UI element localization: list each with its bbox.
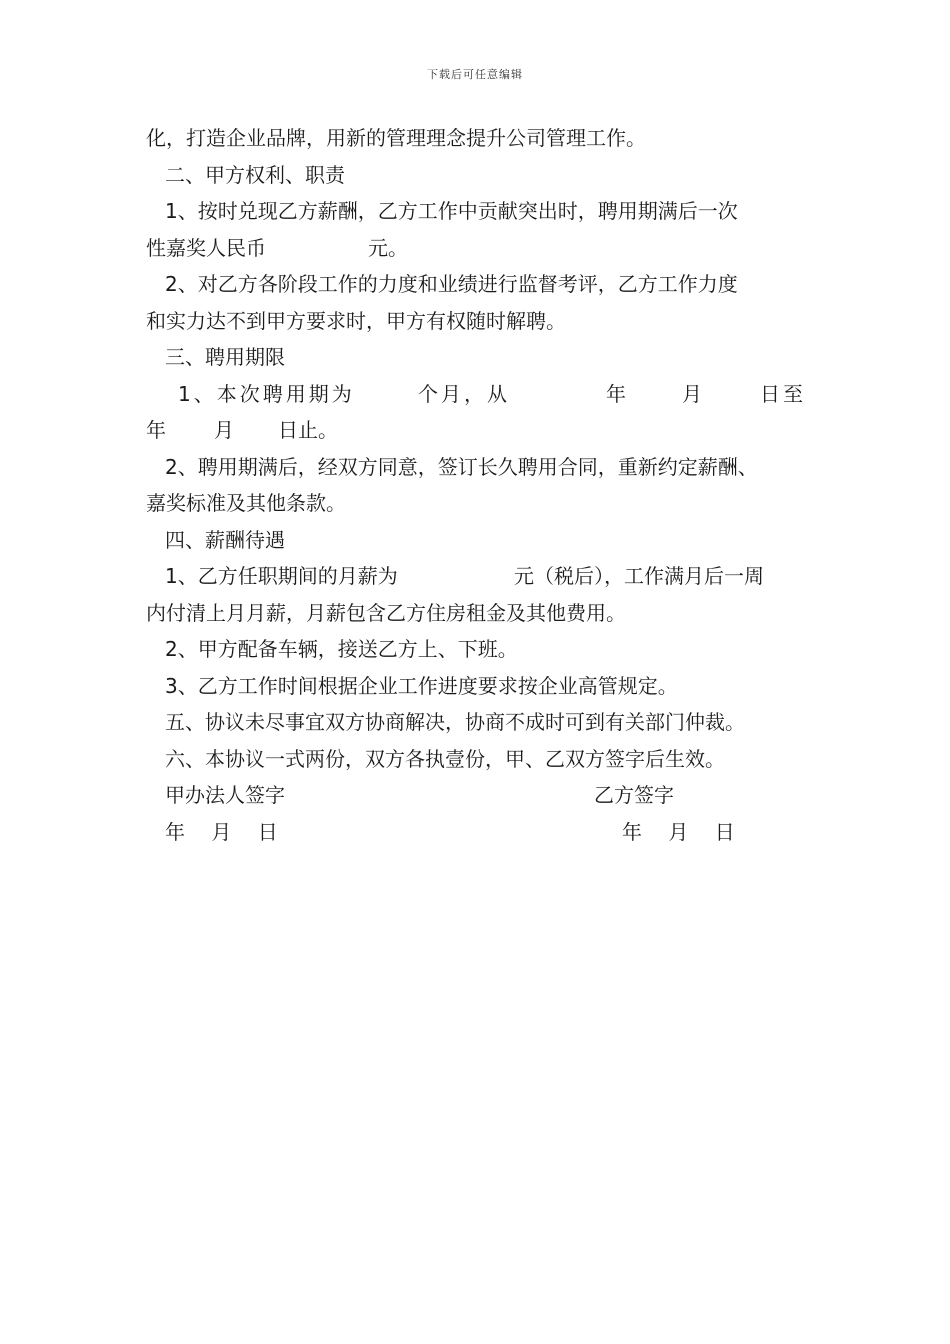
document-body <box>146 120 826 850</box>
paragraph-line: 嘉奖标准及其他条款。 <box>146 491 346 515</box>
section-heading: 三、聘用期限 <box>165 345 285 369</box>
signature-row <box>146 777 826 814</box>
paragraph-line: 1、按时兑现乙方薪酬，乙方工作中贡献突出时，聘用期满后一次 <box>165 199 738 223</box>
section-heading: 二、甲方权利、职责 <box>165 162 345 187</box>
paragraph-line: 五、协议未尽事宜双方协商解决，协商不成时可到有关部门仲裁。 <box>165 710 745 734</box>
text-segment: 月 <box>214 418 234 442</box>
party-b-signature-date: 年 月 日 <box>622 819 735 844</box>
text-segment: 月 <box>682 381 702 406</box>
paragraph-line: 化，打造企业品牌，用新的管理理念提升公司管理工作。 <box>146 126 646 150</box>
party-a-signature-date: 年 月 日 <box>165 819 278 844</box>
paragraph-line: 3、乙方工作时间根据企业工作进度要求按企业高管规定。 <box>165 673 678 698</box>
section-heading: 四、薪酬待遇 <box>165 527 285 552</box>
paragraph-line-with-blanks <box>146 376 826 413</box>
paragraph-line-with-blanks <box>146 412 826 449</box>
paragraph-line: 2、对乙方各阶段工作的力度和业绩进行监督考评，乙方工作力度 <box>165 272 738 296</box>
page-header-note: 下载后可任意编辑 <box>427 68 523 81</box>
text-segment: 日至 <box>760 381 806 406</box>
text-segment: 元。 <box>368 235 408 260</box>
paragraph-line: 2、甲方配备车辆，接送乙方上、下班。 <box>165 637 518 661</box>
text-segment: 年 <box>146 418 166 442</box>
party-b-signature-label: 乙方签字 <box>594 783 674 807</box>
text-segment: 元（税后），工作满月后一周 <box>514 564 764 588</box>
text-segment: 个月，从 <box>418 381 510 406</box>
paragraph-line-with-blank <box>146 558 826 595</box>
text-segment: 日止。 <box>278 418 338 442</box>
text-segment: 性嘉奖人民币 <box>146 235 266 260</box>
text-segment: 1、乙方任职期间的月薪为 <box>165 564 398 588</box>
signature-date-row <box>146 814 826 851</box>
text-segment: 年 <box>606 381 626 406</box>
paragraph-line: 2、聘用期满后，经双方同意，签订长久聘用合同，重新约定薪酬、 <box>165 454 758 479</box>
paragraph-line-with-blank <box>146 230 826 267</box>
paragraph-line: 和实力达不到甲方要求时，甲方有权随时解聘。 <box>146 308 566 333</box>
party-a-signature-label: 甲办法人签字 <box>165 783 285 807</box>
text-segment: 1、本次聘用期为 <box>178 381 355 406</box>
paragraph-line: 内付清上月月薪，月薪包含乙方住房租金及其他费用。 <box>146 600 626 625</box>
paragraph-line: 六、本协议一式两份，双方各执壹份，甲、乙双方签字后生效。 <box>165 746 725 771</box>
